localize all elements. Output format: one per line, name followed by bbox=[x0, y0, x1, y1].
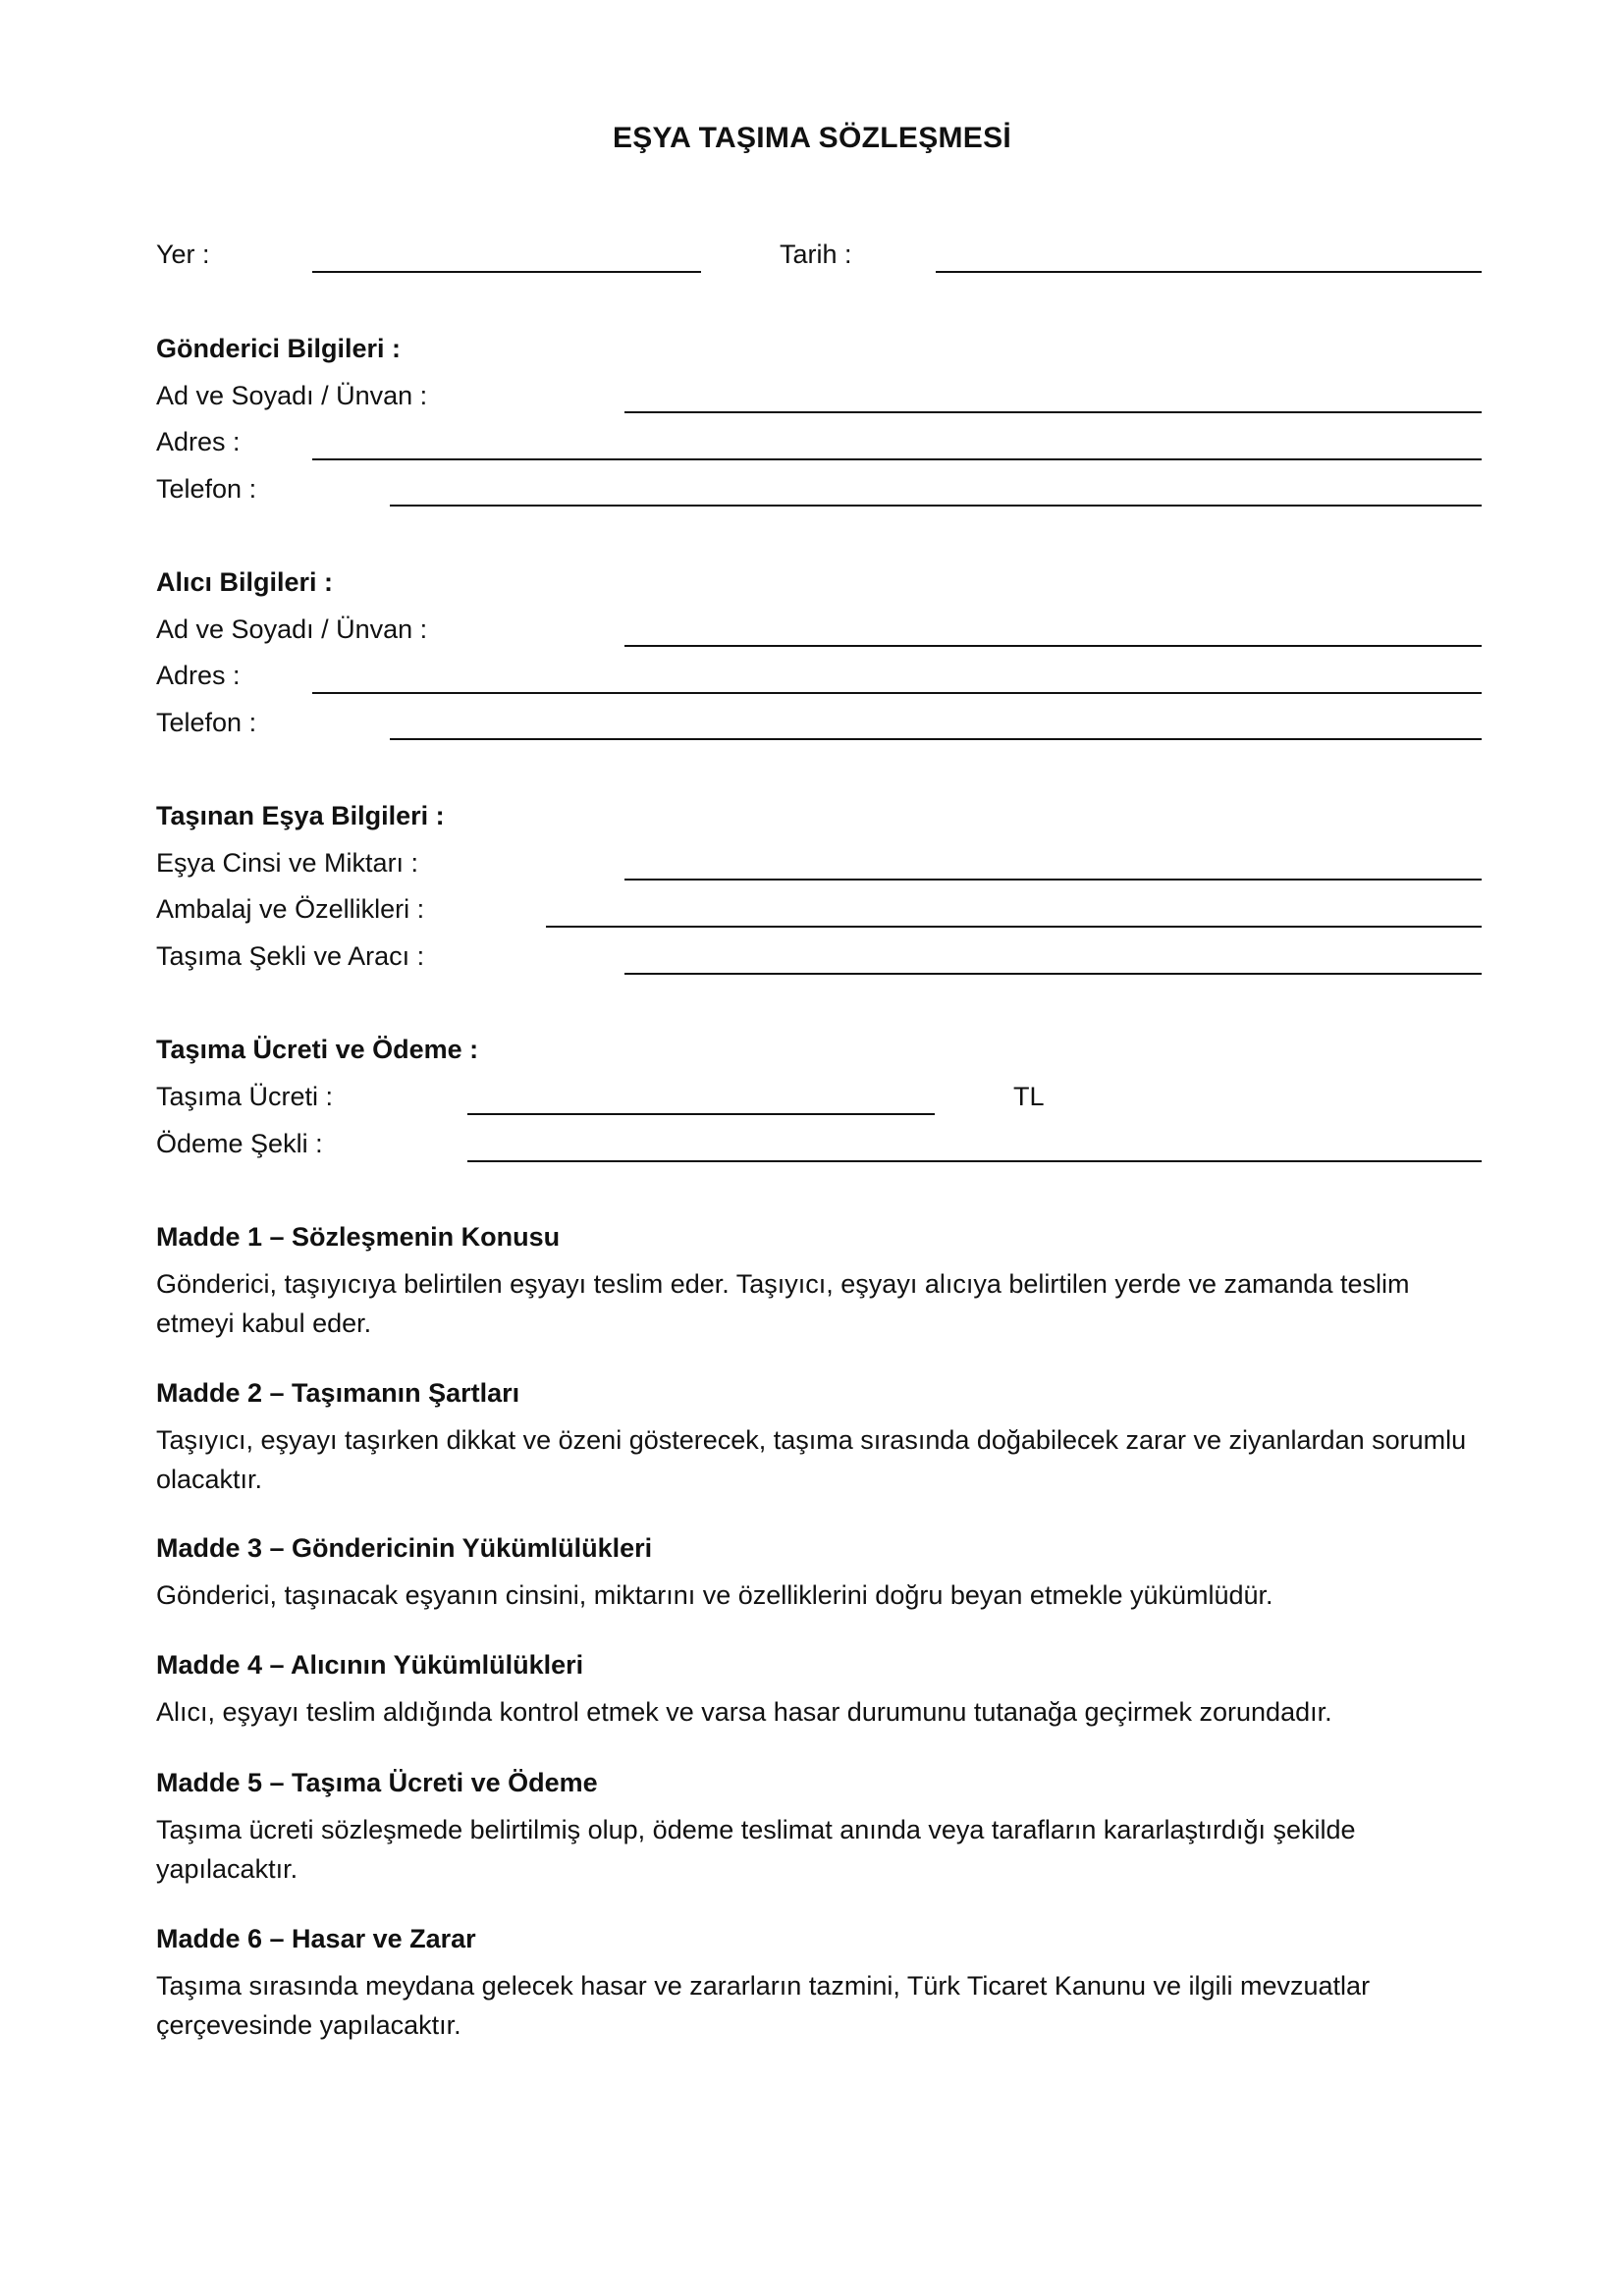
goods-type-label: Eşya Cinsi ve Miktarı : bbox=[156, 848, 419, 878]
payment-heading: Taşıma Ücreti ve Ödeme : bbox=[156, 1035, 479, 1064]
sender-address-field[interactable] bbox=[312, 458, 1482, 460]
article-5-title: Madde 5 – Taşıma Ücreti ve Ödeme bbox=[156, 1768, 598, 1797]
payment-method-field[interactable] bbox=[467, 1160, 1482, 1162]
article-1-body: Gönderici, taşıyıcıya belirtilen eşyayı teslim eder. Taşıyıcı, eşyayı alıcıya belirtilen yerde ve zamanda teslim etmeyi kabul eder. bbox=[156, 1269, 1410, 1338]
payment-method-label: Ödeme Şekli : bbox=[156, 1129, 323, 1158]
goods-packaging-label: Ambalaj ve Özellikleri : bbox=[156, 894, 425, 924]
sender-name-field[interactable] bbox=[624, 411, 1482, 413]
article-3-title: Madde 3 – Göndericinin Yükümlülükleri bbox=[156, 1533, 653, 1563]
article-4-body: Alıcı, eşyayı teslim aldığında kontrol etmek ve varsa hasar durumunu tutanağa geçirmek zorundadır. bbox=[156, 1697, 1332, 1727]
goods-heading: Taşınan Eşya Bilgileri : bbox=[156, 801, 445, 830]
goods-packaging-field[interactable] bbox=[546, 926, 1482, 928]
fee-field[interactable] bbox=[467, 1113, 935, 1115]
receiver-name-field[interactable] bbox=[624, 645, 1482, 647]
sender-phone-field[interactable] bbox=[390, 505, 1482, 507]
article-6-title: Madde 6 – Hasar ve Zarar bbox=[156, 1924, 476, 1953]
place-label: Yer : bbox=[156, 240, 210, 269]
receiver-address-field[interactable] bbox=[312, 692, 1482, 694]
goods-transport-field[interactable] bbox=[624, 973, 1482, 975]
receiver-name-label: Ad ve Soyadı / Ünvan : bbox=[156, 614, 428, 644]
date-field[interactable] bbox=[936, 271, 1482, 273]
currency-label: TL bbox=[1013, 1082, 1045, 1111]
sender-name-label: Ad ve Soyadı / Ünvan : bbox=[156, 381, 428, 410]
article-3-body: Gönderici, taşınacak eşyanın cinsini, miktarını ve özelliklerini doğru beyan etmekle yükümlüdür. bbox=[156, 1580, 1273, 1610]
article-2-title: Madde 2 – Taşımanın Şartları bbox=[156, 1378, 520, 1408]
sender-heading: Gönderici Bilgileri : bbox=[156, 334, 402, 363]
receiver-address-label: Adres : bbox=[156, 661, 241, 690]
date-label: Tarih : bbox=[780, 240, 852, 269]
goods-transport-label: Taşıma Şekli ve Aracı : bbox=[156, 941, 425, 971]
article-2-body: Taşıyıcı, eşyayı taşırken dikkat ve özeni gösterecek, taşıma sırasında doğabilecek zarar ve ziyanlardan sorumlu olacaktır. bbox=[156, 1425, 1467, 1494]
fee-label: Taşıma Ücreti : bbox=[156, 1082, 334, 1111]
article-1-title: Madde 1 – Sözleşmenin Konusu bbox=[156, 1222, 561, 1252]
document-title: EŞYA TAŞIMA SÖZLEŞMESİ bbox=[612, 122, 1012, 154]
place-field[interactable] bbox=[312, 271, 701, 273]
article-5-body: Taşıma ücreti sözleşmede belirtilmiş olup, ödeme teslimat anında veya tarafların kararlaştırdığı şekilde yapılacaktır. bbox=[156, 1815, 1356, 1884]
sender-address-label: Adres : bbox=[156, 427, 241, 456]
receiver-heading: Alıcı Bilgileri : bbox=[156, 567, 334, 597]
receiver-phone-field[interactable] bbox=[390, 738, 1482, 740]
sender-phone-label: Telefon : bbox=[156, 474, 257, 504]
article-4-title: Madde 4 – Alıcının Yükümlülükleri bbox=[156, 1650, 584, 1680]
receiver-phone-label: Telefon : bbox=[156, 708, 257, 737]
article-6-body: Taşıma sırasında meydana gelecek hasar ve zararların tazmini, Türk Ticaret Kanunu ve ilgili mevzuatlar çerçevesinde yapılacaktır. bbox=[156, 1971, 1371, 2040]
goods-type-field[interactable] bbox=[624, 879, 1482, 881]
